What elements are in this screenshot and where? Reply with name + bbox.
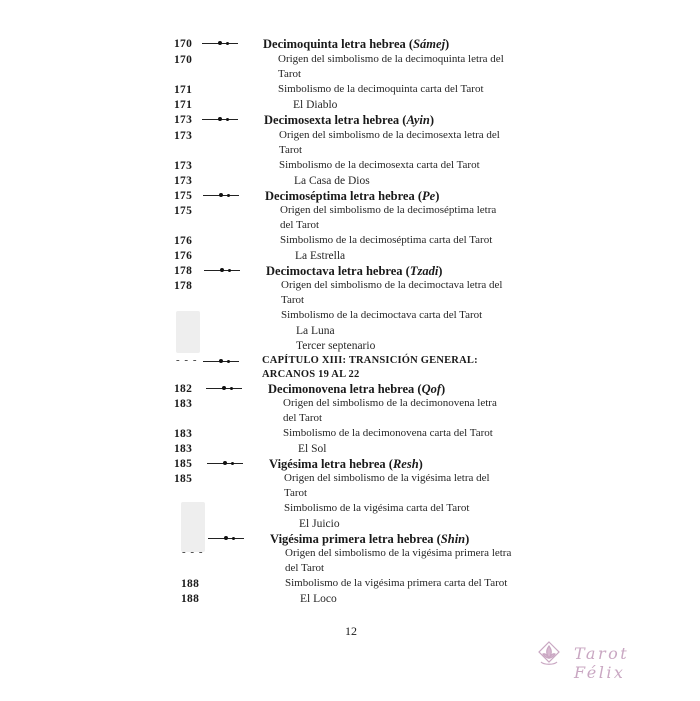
toc-subentry[interactable] <box>0 278 700 294</box>
toc-card-entry[interactable] <box>0 441 700 457</box>
toc-card-entry[interactable] <box>0 591 700 607</box>
toc-heading: Decimonovena letra hebrea (Qof) <box>268 382 446 396</box>
toc-subentry-text: Tarot <box>278 68 302 80</box>
toc-subentry-continuation <box>0 561 700 577</box>
toc-card-name: La Estrella <box>295 250 346 262</box>
toc-heading-row[interactable] <box>0 263 700 279</box>
toc-heading: Decimoquinta letra hebrea (Sámej) <box>263 37 450 51</box>
toc-subentry[interactable] <box>0 158 700 174</box>
toc-card-name: El Sol <box>298 443 327 455</box>
chapter-heading-continuation[interactable]: ARCANOS 19 AL 22 <box>262 369 360 380</box>
page-number: 183 <box>174 443 193 455</box>
page-number: 173 <box>174 114 193 126</box>
page-number: 185 <box>174 473 193 485</box>
page-number: 183 <box>174 398 193 410</box>
page-number: 171 <box>174 84 193 96</box>
toc-card-entry[interactable] <box>0 323 700 339</box>
page-number: 173 <box>174 160 193 172</box>
toc-card-entry[interactable] <box>0 516 700 532</box>
leader-dots <box>207 463 243 464</box>
toc-subentry-continuation <box>0 143 700 159</box>
toc-subentry-text: Tarot <box>281 294 305 306</box>
leader-dots <box>203 195 239 196</box>
toc-subentry[interactable] <box>0 128 700 144</box>
toc-subentry-text: Tarot <box>279 144 303 156</box>
leader-dashes: - - - <box>176 354 198 366</box>
toc-subentry-text: Origen del simbolismo de la decimoctava letra del <box>281 279 503 291</box>
toc-subentry-text: Origen del simbolismo de la decimonovena letra <box>283 397 497 409</box>
page-number: 175 <box>174 205 193 217</box>
toc-subentry[interactable] <box>0 546 700 562</box>
toc-subentry-text: Simbolismo de la decimoséptima carta del Tarot <box>280 234 493 246</box>
toc-heading: Decimoctava letra hebrea (Tzadi) <box>266 264 443 278</box>
leader-dots <box>206 388 242 389</box>
page-number: 185 <box>174 458 193 470</box>
toc-subentry-text: Simbolismo de la vigésima primera carta del Tarot <box>285 577 508 589</box>
page-number: 173 <box>174 130 193 142</box>
toc-subentry-text: Origen del simbolismo de la decimoquinta letra del <box>278 53 504 65</box>
leader-dots <box>202 119 238 120</box>
toc-subentry[interactable] <box>0 82 700 98</box>
brand-watermark <box>534 638 674 682</box>
toc-card-entry[interactable] <box>0 248 700 264</box>
page-number: 188 <box>181 593 200 605</box>
leader-dots <box>204 270 240 271</box>
toc-subentry-text: del Tarot <box>285 562 325 574</box>
toc-subentry[interactable] <box>0 396 700 412</box>
toc-subentry-continuation <box>0 486 700 502</box>
toc-subentry-text: Simbolismo de la decimonovena carta del Tarot <box>283 427 493 439</box>
toc-subentry[interactable] <box>0 501 700 517</box>
toc-subentry[interactable] <box>0 471 700 487</box>
toc-subentry-continuation <box>0 218 700 234</box>
toc-heading-row[interactable] <box>0 456 700 472</box>
toc-subentry-text: Simbolismo de la decimoquinta carta del Tarot <box>278 83 484 95</box>
toc-heading-row[interactable] <box>0 188 700 204</box>
toc-subentry[interactable] <box>0 576 700 592</box>
toc-heading-row[interactable] <box>0 531 700 547</box>
toc-subentry-text: del Tarot <box>283 412 323 424</box>
toc-card-name: El Juicio <box>299 518 340 530</box>
toc-subentry-text: Tarot <box>284 487 308 499</box>
toc-heading: Decimosexta letra hebrea (Ayin) <box>264 113 434 127</box>
toc-card-name: La Luna <box>296 325 335 337</box>
toc-card-name: El Loco <box>300 593 337 605</box>
page-number: 178 <box>174 280 193 292</box>
toc-card-name: La Casa de Dios <box>294 175 370 187</box>
toc-card-name: El Diablo <box>293 99 338 111</box>
toc-subentry[interactable] <box>0 426 700 442</box>
toc-subentry[interactable] <box>0 203 700 219</box>
toc-subentry-text: Origen del simbolismo de la vigésima primera letra <box>285 547 512 559</box>
page-number: 173 <box>174 175 193 187</box>
page-number: 176 <box>174 250 193 262</box>
toc-subentry-text: Origen del simbolismo de la vigésima letra del <box>284 472 490 484</box>
toc-subentry[interactable] <box>0 233 700 249</box>
lotus-logo-icon <box>534 638 564 670</box>
toc-heading-row[interactable] <box>0 112 700 128</box>
toc-card-entry[interactable] <box>0 97 700 113</box>
page-number: 182 <box>174 383 193 395</box>
toc-subentry-text: del Tarot <box>280 219 320 231</box>
toc-heading-row[interactable] <box>0 381 700 397</box>
leader-dots <box>202 43 238 44</box>
toc-subentry-text: Origen del simbolismo de la decimosexta letra del <box>279 129 500 141</box>
page-number: 171 <box>174 99 193 111</box>
page-number: 183 <box>174 428 193 440</box>
page-number: 178 <box>174 265 193 277</box>
leader-dots <box>208 538 244 539</box>
toc-card-entry[interactable] <box>0 338 700 354</box>
page-number: 188 <box>181 578 200 590</box>
toc-heading: Decimoséptima letra hebrea (Pe) <box>265 189 440 203</box>
toc-subentry-text: Simbolismo de la decimosexta carta del Tarot <box>279 159 480 171</box>
toc-subentry-continuation <box>0 411 700 427</box>
leader-dots <box>203 361 239 362</box>
brand-name: Tarot Félix <box>574 644 630 682</box>
toc-subentry-text: Origen del simbolismo de la decimoséptima letra <box>280 204 497 216</box>
page-number: 170 <box>174 38 193 50</box>
toc-heading: Vigésima letra hebrea (Resh) <box>269 457 423 471</box>
toc-heading-row[interactable] <box>0 36 700 52</box>
toc-subentry[interactable] <box>0 52 700 68</box>
toc-card-name: Tercer septenario <box>296 340 376 352</box>
page-number-footer: 12 <box>345 624 357 638</box>
toc-subentry-continuation <box>0 67 700 83</box>
leader-dashes: - - - <box>182 546 204 558</box>
toc-subentry-continuation <box>0 293 700 309</box>
page-number: 175 <box>174 190 193 202</box>
toc-card-entry[interactable] <box>0 173 700 189</box>
toc-subentry-text: Simbolismo de la vigésima carta del Tarot <box>284 502 470 514</box>
toc-heading: Vigésima primera letra hebrea (Shin) <box>270 532 470 546</box>
page-number: 176 <box>174 235 193 247</box>
chapter-heading[interactable]: CAPÍTULO XIII: TRANSICIÓN GENERAL: <box>262 355 478 366</box>
toc-subentry[interactable] <box>0 308 700 324</box>
page-number: 170 <box>174 54 193 66</box>
toc-subentry-text: Simbolismo de la decimoctava carta del Tarot <box>281 309 483 321</box>
